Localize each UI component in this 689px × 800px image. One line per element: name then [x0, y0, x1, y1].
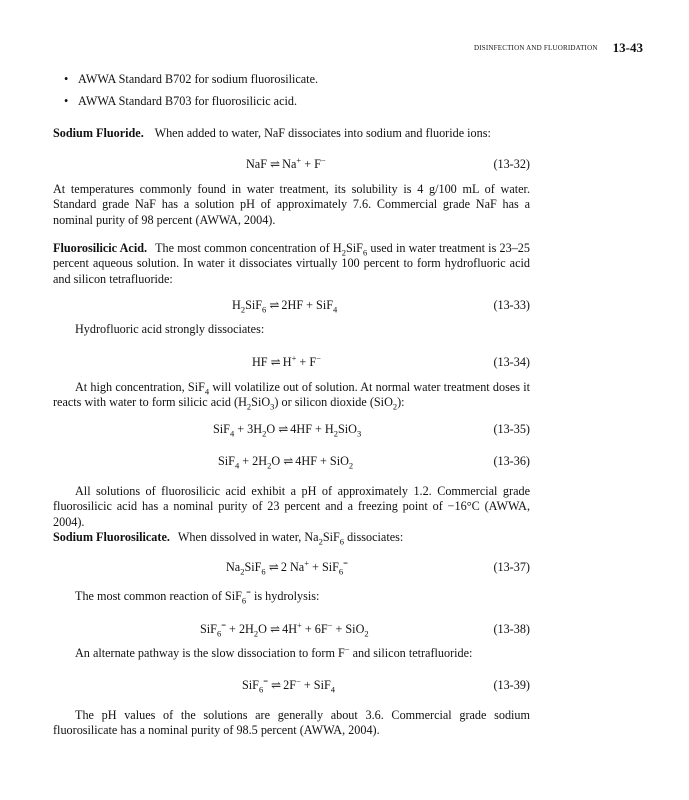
- bullet-item: • AWWA Standard B702 for sodium fluorosilicate.: [64, 72, 319, 86]
- bullet-text: AWWA Standard B702 for sodium fluorosilicate.: [78, 72, 319, 86]
- equation-13-33: [60, 298, 530, 314]
- equation-13-36: [60, 454, 530, 470]
- equation-number: (13-35): [493, 422, 530, 436]
- equation-formula: NaF ⇌ Na+ + F−: [246, 154, 326, 171]
- equation-formula: $SiF_4 + 2H_2O$ ⇌ 4HF + SiO$_2$: [218, 454, 354, 471]
- equation-formula: HF ⇌ H+ + F−: [252, 352, 321, 369]
- page-number: 13-43: [612, 40, 643, 55]
- section-heading: Fluorosilicic Acid.: [53, 241, 148, 255]
- sif4-paragraph: At high concentration, SiF$_4$ will volatilize out of solution. At normal water treatment doses it reacts with water to form silicic acid $(H_2SiO_3)$ or silicon dioxide (SiO$_2$):: [53, 380, 530, 412]
- running-head-title: DISINFECTION AND FLUORIDATION: [473, 44, 598, 52]
- equation-13-37: [60, 557, 530, 577]
- alternate-pathway-text: An alternate pathway is the slow dissociation to form F− and silicon tetrafluoride:: [75, 643, 473, 660]
- running-head: [474, 40, 643, 56]
- equation-number: (13-34): [493, 355, 530, 369]
- equation-13-39: [60, 675, 530, 695]
- equation-13-35: [60, 422, 530, 438]
- bullet-text: AWWA Standard B703 for fluorosilicic acid.: [78, 94, 298, 108]
- hydrofluoric-text: Hydrofluoric acid strongly dissociates:: [75, 322, 265, 336]
- equation-number: (13-37): [493, 560, 530, 574]
- sodium-fluorosilicate-intro: Sodium Fluorosilicate. When dissolved in water, $Na_2SiF_6$ dissociates:: [53, 530, 404, 547]
- fluorosilicic-acid-intro: Fluorosilicic Acid. The most common concentration of $H_2SiF_6$ used in water treatment is 23–25 percent aqueous solution. In water it dissociates virtually 100 percent to form hydrofluoric acid and silicon tetrafluoride:: [53, 241, 530, 286]
- hydrolysis-text: The most common reaction of SiF$_6$= is hydrolysis:: [75, 586, 320, 606]
- equation-13-38: [60, 619, 530, 639]
- equation-13-34: [60, 352, 530, 371]
- fluorosilicic-acid-closing: All solutions of fluorosilicic acid exhibit a pH of approximately 1.2. Commercial grade fluorosilicic acid has a nominal purity of 23 percent and a freezing point of −16°C (AWWA, 2004).: [53, 484, 530, 529]
- sodium-fluoride-body: At temperatures commonly found in water treatment, its solubility is 4 g/100 mL of water. Standard grade NaF has a solution pH of approximately 7.6. Commercial grade NaF has a nominal purity of 98 percent (AWWA, 2004).: [53, 182, 530, 227]
- section-heading: Sodium Fluoride.: [53, 126, 144, 140]
- equation-formula: $Na_2SiF_6$ ⇌ 2 Na+ + SiF$_6$=: [226, 557, 348, 577]
- intro-text: When added to water, NaF dissociates into sodium and fluoride ions:: [154, 126, 491, 140]
- equation-formula: SiF$_6$= ⇌ 2F− + SiF$_4$: [242, 675, 335, 695]
- equation-number: (13-32): [493, 157, 530, 171]
- equation-formula: $SiF_4 + 3H_2O$ ⇌ $4HF + H_2SiO_3$: [213, 422, 362, 439]
- section-heading: Sodium Fluorosilicate.: [53, 530, 170, 544]
- equation-number: (13-33): [493, 298, 530, 312]
- equation-formula: $SiF_6^= + 2H_2O$ ⇌ 4H+ + 6F− + SiO$_2$: [200, 619, 369, 639]
- bullet-item: • AWWA Standard B703 for fluorosilicic acid.: [64, 94, 298, 108]
- sodium-fluoride-intro: [53, 126, 530, 141]
- equation-formula: $H_2SiF_6$ ⇌ 2HF + SiF$_4$: [232, 298, 338, 315]
- equation-number: (13-36): [493, 454, 530, 468]
- equation-number: (13-39): [493, 678, 530, 692]
- equation-13-32: [60, 154, 530, 173]
- equation-number: (13-38): [493, 622, 530, 636]
- sodium-fluorosilicate-closing: The pH values of the solutions are generally about 3.6. Commercial grade sodium fluorosilicate has a nominal purity of 98.5 percent (AWWA, 2004).: [53, 708, 530, 738]
